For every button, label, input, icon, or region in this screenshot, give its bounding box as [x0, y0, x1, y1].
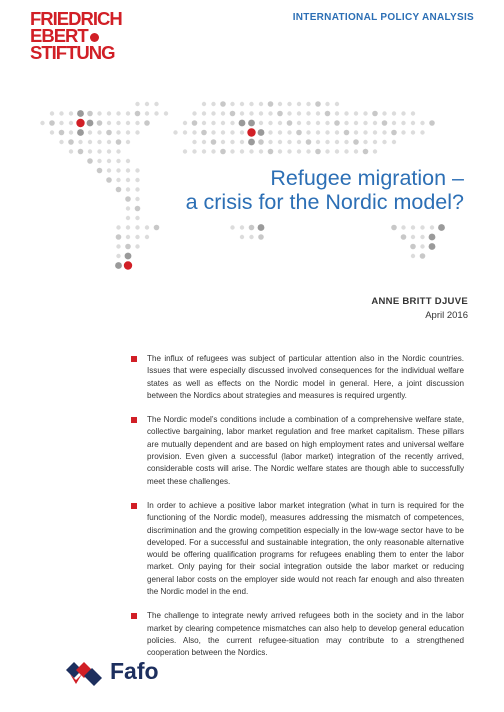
summary-text: The Nordic model’s conditions include a combination of a comprehensive welfare state, collective bargaining, labor market regulation and free market capitalism. These pillars are mutually dependent and are based on high employment rates and universal welfare provision. Even given a successful (labor market) integration of the recently arrived, considerable costs will arise. The Nordic welfare states are though able to successfully meet these challenges. — [147, 415, 464, 486]
bullet-square-icon — [131, 613, 137, 619]
summary-text: The challenge to integrate newly arrived refugees both in the society and in the labor market by clearing competence mismatches can also help to develop general education policies. Also, the current refugee-situation may contribute to a strengthened cooperation between the Nordics. — [147, 611, 464, 658]
bullet-square-icon — [131, 503, 137, 509]
summary-text: In order to achieve a positive labor market integration (what in turn is required for the functioning of the Nordic model), measures addressing the mismatch of competences, discrimination and the growing competition especially in the low-wage sector have to be developed. For a successful and sustainable integration, the only reasonable alternative would be offering qualification programs for refugees enabling them to enter the labor market. Only paying for their social integration outside the labor market or reducing general labor costs on the employer side would not reach far enough and also threaten the Nordic model in the end. — [147, 500, 464, 597]
summary-item — [130, 353, 464, 402]
title-line-2: a crisis for the Nordic model? — [185, 190, 464, 214]
summary-text: The influx of refugees was subject of particular attention also in the Nordic countries. Issues that were especially discussed involved consequences for the individual welfare states as well as effects on the Nordic model in general. Here, a joint discussion between the Nordics about strategies and measures is required urgently. — [147, 354, 464, 400]
world-dot-map — [0, 0, 504, 330]
summary-item — [130, 610, 464, 659]
fafo-mark-icon — [64, 656, 104, 686]
fafo-wordmark: Fafo — [110, 657, 159, 684]
page-title — [186, 166, 464, 214]
publication-date: April 2016 — [425, 310, 468, 321]
bullet-square-icon — [131, 356, 137, 362]
author-name: ANNE BRITT DJUVE — [371, 296, 468, 307]
summary-item — [130, 414, 464, 488]
logo-line-3: STIFTUNG — [30, 42, 115, 63]
series-title: INTERNATIONAL POLICY ANALYSIS — [292, 12, 474, 23]
logo-line-2: EBERT — [30, 25, 88, 46]
fafo-logo — [64, 656, 159, 686]
title-line-1: Refugee migration – — [270, 166, 464, 190]
bullet-square-icon — [131, 417, 137, 423]
summary-item — [130, 500, 464, 598]
logo-line-1: FRIEDRICH — [30, 8, 122, 29]
summary-list — [130, 353, 464, 672]
